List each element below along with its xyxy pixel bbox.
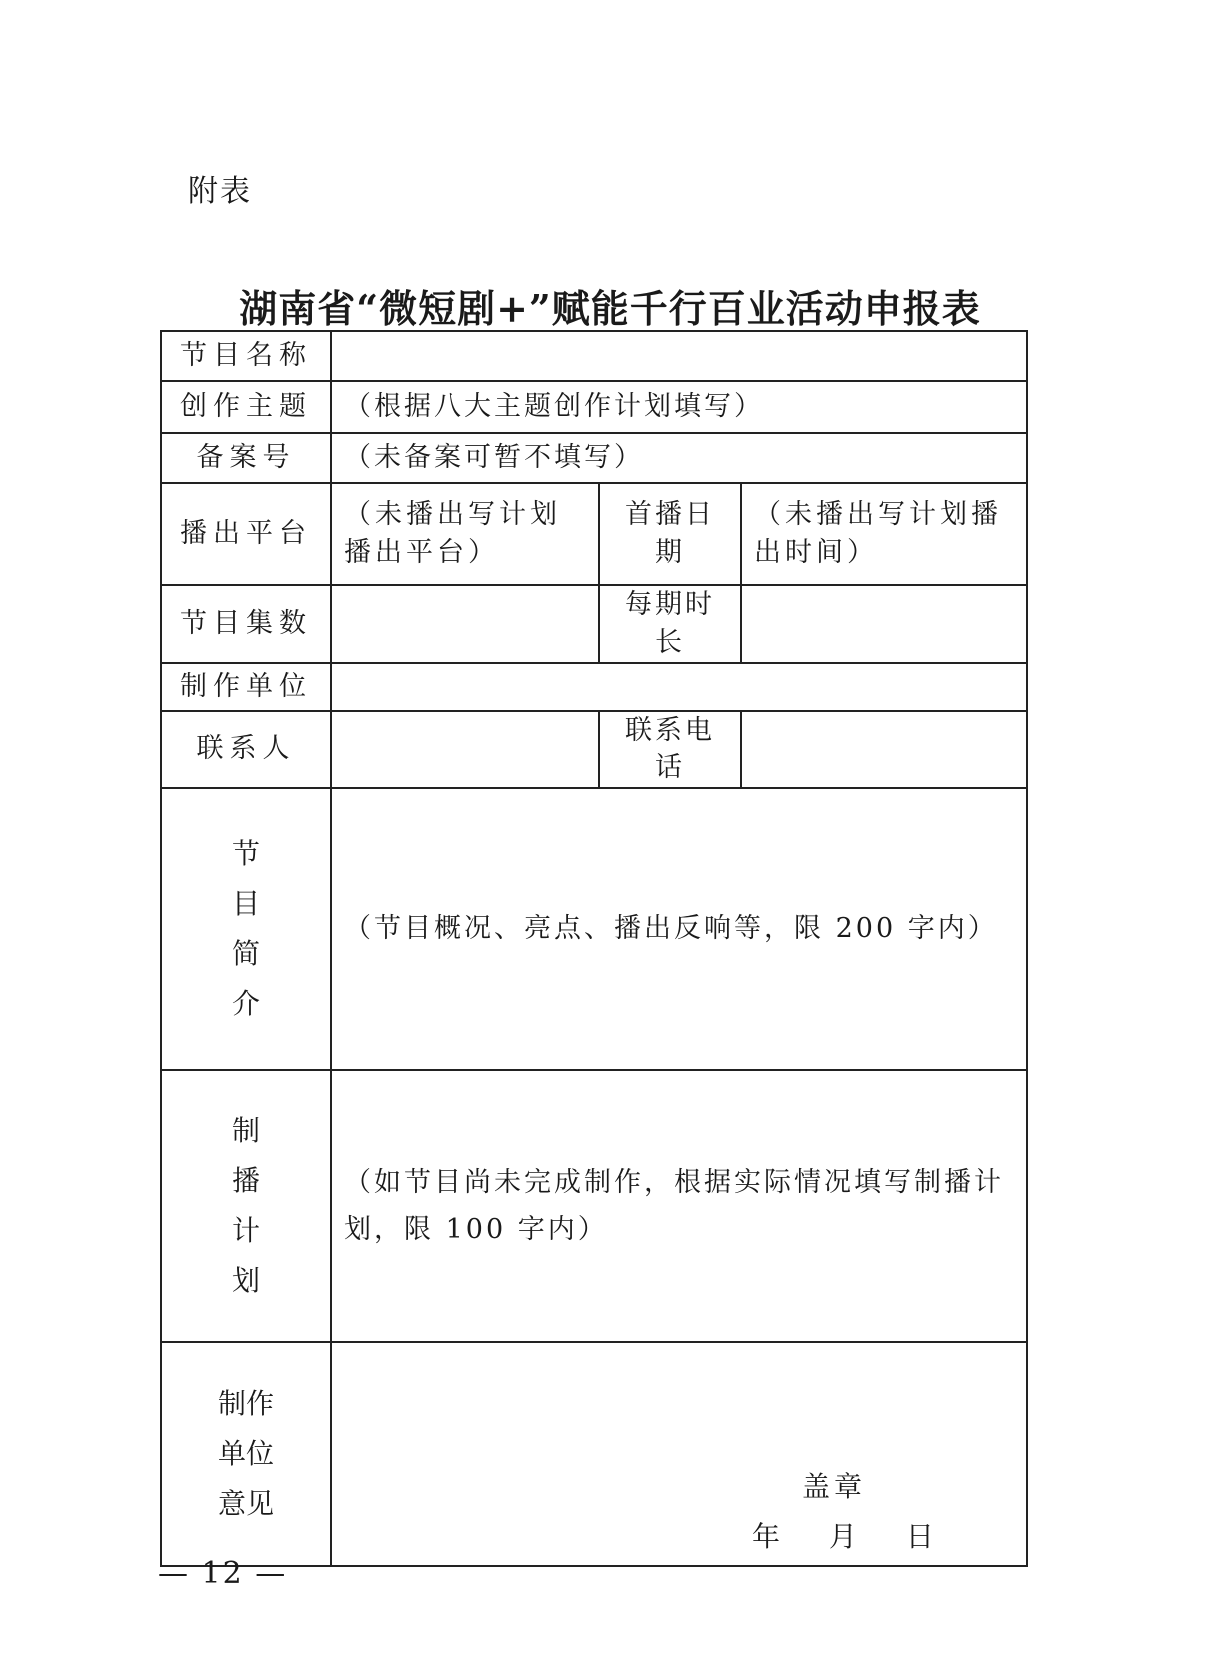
date-year: 年 <box>752 1520 781 1554</box>
row-opinion <box>161 1342 1027 1566</box>
synopsis-label <box>161 788 331 1070</box>
opinion-label-line: 制作 <box>217 1387 274 1421</box>
date-line <box>752 1517 974 1556</box>
duration-field[interactable] <box>741 585 1027 663</box>
contact-label: 联系人 <box>161 711 331 789</box>
row-filing-number <box>161 433 1027 483</box>
producer-label: 制作单位 <box>161 663 331 711</box>
premiere-date-field[interactable]: （未播出写计划播出时间） <box>741 483 1027 585</box>
opinion-label <box>161 1342 331 1566</box>
application-form-table <box>160 330 1028 1567</box>
contact-field[interactable] <box>331 711 599 789</box>
platform-label: 播出平台 <box>161 483 331 585</box>
theme-label: 创作主题 <box>161 381 331 433</box>
row-producer <box>161 663 1027 711</box>
plan-label-char: 划 <box>231 1264 260 1298</box>
stamp-label: 盖章 <box>802 1470 867 1504</box>
filing-number-field[interactable]: （未备案可暂不填写） <box>331 433 1027 483</box>
page-number: — 12 — <box>158 1556 288 1591</box>
episodes-label: 节目集数 <box>161 585 331 663</box>
premiere-date-label: 首播日期 <box>599 483 741 585</box>
program-name-label: 节目名称 <box>161 331 331 381</box>
row-synopsis <box>161 788 1027 1070</box>
plan-label-char: 计 <box>231 1214 260 1248</box>
theme-field[interactable]: （根据八大主题创作计划填写） <box>331 381 1027 433</box>
plan-label-char: 播 <box>231 1164 260 1198</box>
plan-label-char: 制 <box>231 1114 260 1148</box>
program-name-field[interactable] <box>331 331 1027 381</box>
synopsis-label-char: 节 <box>231 837 260 871</box>
row-program-name <box>161 331 1027 381</box>
phone-label: 联系电话 <box>599 711 741 789</box>
row-theme <box>161 381 1027 433</box>
opinion-label-line: 意见 <box>217 1487 274 1521</box>
attachment-label: 附表 <box>188 174 252 209</box>
form-title: 湖南省“微短剧+”赋能千行百业活动申报表 <box>239 286 981 331</box>
row-contact <box>161 711 1027 789</box>
date-month: 月 <box>828 1520 857 1554</box>
plan-label <box>161 1070 331 1342</box>
phone-field[interactable] <box>741 711 1027 789</box>
producer-field[interactable] <box>331 663 1027 711</box>
plan-field[interactable]: （如节目尚未完成制作，根据实际情况填写制播计划，限 100 字内） <box>331 1070 1027 1342</box>
date-day: 日 <box>905 1520 934 1554</box>
row-episodes <box>161 585 1027 663</box>
synopsis-field[interactable]: （节目概况、亮点、播出反响等，限 200 字内） <box>331 788 1027 1070</box>
duration-label: 每期时长 <box>599 585 741 663</box>
synopsis-label-char: 目 <box>231 887 260 921</box>
episodes-field[interactable] <box>331 585 599 663</box>
filing-number-label: 备案号 <box>161 433 331 483</box>
synopsis-label-char: 简 <box>231 937 260 971</box>
row-production-plan <box>161 1070 1027 1342</box>
row-platform <box>161 483 1027 585</box>
platform-field[interactable]: （未播出写计划播出平台） <box>331 483 599 585</box>
synopsis-label-char: 介 <box>231 987 260 1021</box>
opinion-field[interactable] <box>331 1342 1027 1566</box>
opinion-label-line: 单位 <box>217 1437 274 1471</box>
